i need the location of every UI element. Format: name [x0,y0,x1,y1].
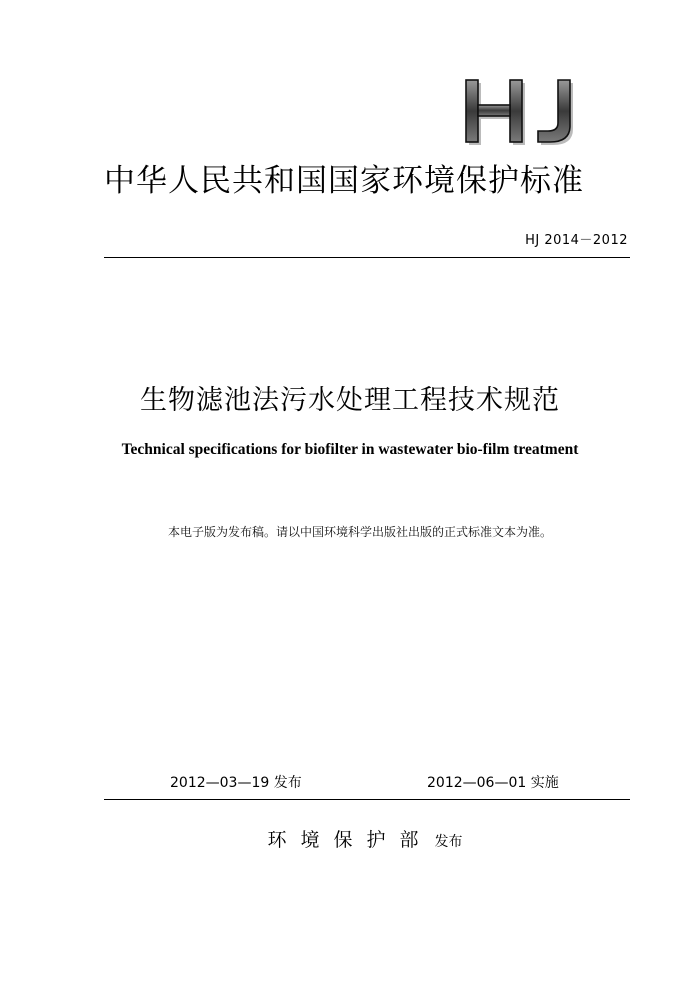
hj-logo-mark [462,76,580,148]
publisher-line [0,825,700,852]
implementation-date: 2012—06—01 实施 [427,775,559,791]
national-standard-title: 中华人民共和国国家环境保护标准 [104,163,584,199]
electronic-version-notice: 本电子版为发布稿。请以中国环境科学出版社出版的正式标准文本为准。 [167,525,552,539]
publisher-name: 环境保护部 [267,829,433,851]
standard-code: HJ 2014－2012 [525,233,628,248]
hj-logo-text: HJ [462,76,464,77]
issue-date: 2012—03—19 发布 [170,775,302,791]
document-title-chinese: 生物滤池法污水处理工程技术规范 [140,385,560,416]
bottom-divider [104,799,630,800]
document-title-english: Technical specifications for biofilter in wastewater bio-film treatment [121,441,579,458]
publisher-suffix: 发布 [434,834,463,850]
hj-logo [462,76,580,148]
top-divider [104,257,630,258]
